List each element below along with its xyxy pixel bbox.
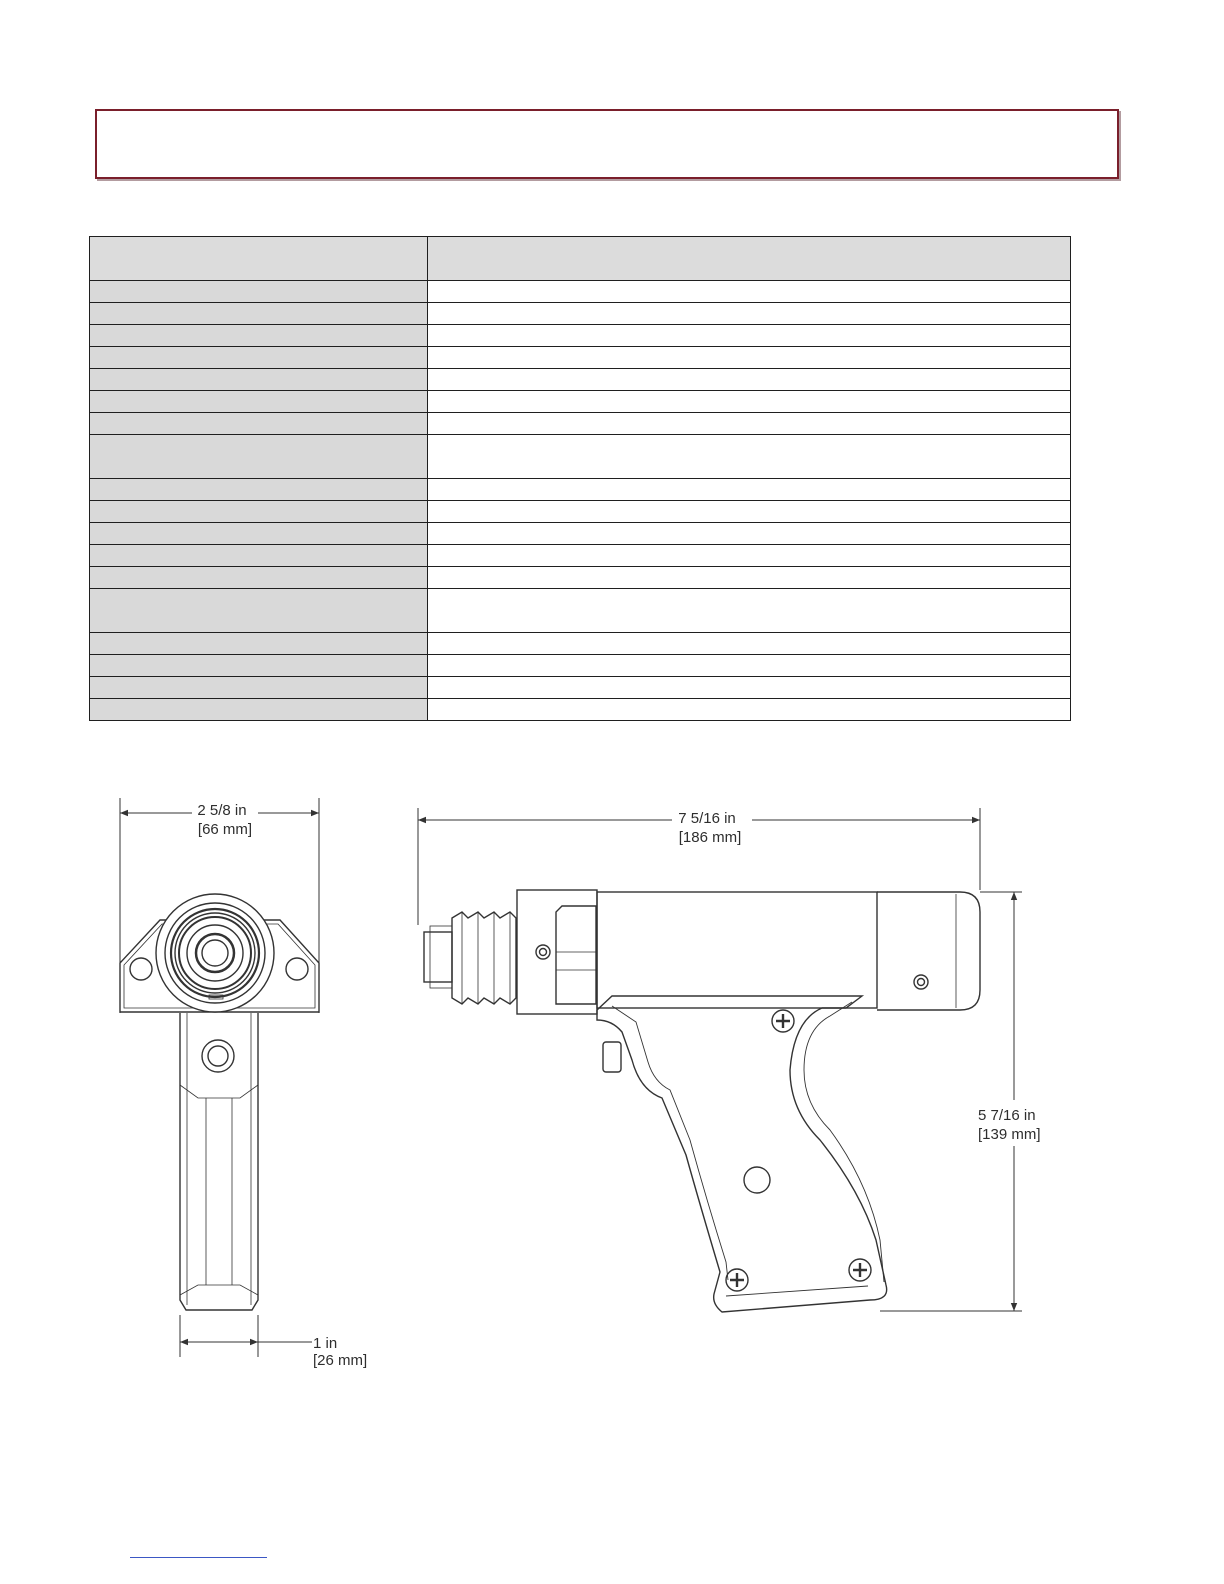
spec-value-cell	[428, 325, 1071, 347]
spec-table-row	[90, 589, 1071, 633]
spec-table-row	[90, 347, 1071, 369]
spec-table-row	[90, 501, 1071, 523]
spec-label-cell	[90, 567, 428, 589]
spec-table-header-label	[90, 237, 428, 281]
spec-table-row	[90, 677, 1071, 699]
spec-table-row	[90, 281, 1071, 303]
spec-value-cell	[428, 281, 1071, 303]
spec-label-cell	[90, 501, 428, 523]
spec-label-cell	[90, 523, 428, 545]
spec-value-cell	[428, 655, 1071, 677]
spec-value-cell	[428, 567, 1071, 589]
spec-value-cell	[428, 435, 1071, 479]
spec-label-cell	[90, 325, 428, 347]
spec-table-row	[90, 655, 1071, 677]
spec-label-cell	[90, 699, 428, 721]
spec-value-cell	[428, 589, 1071, 633]
spec-label-cell	[90, 589, 428, 633]
front-width-mm-label: [66 mm]	[197, 821, 253, 838]
spec-value-cell	[428, 677, 1071, 699]
front-width-in-label: 2 5/8 in	[197, 802, 247, 819]
spec-table-row	[90, 391, 1071, 413]
dimension-drawing	[0, 780, 1224, 1400]
spec-table-header-value	[428, 237, 1071, 281]
spec-label-cell	[90, 369, 428, 391]
length-in-label: 7 5/16 in	[678, 810, 736, 827]
spec-value-cell	[428, 501, 1071, 523]
spec-value-cell	[428, 479, 1071, 501]
spec-value-cell	[428, 391, 1071, 413]
front-view	[120, 798, 319, 1357]
spec-table-row	[90, 413, 1071, 435]
spec-label-cell	[90, 479, 428, 501]
spec-label-cell	[90, 413, 428, 435]
spec-table-row	[90, 325, 1071, 347]
spec-label-cell	[90, 391, 428, 413]
spec-value-cell	[428, 369, 1071, 391]
spec-table-row	[90, 435, 1071, 479]
spec-label-cell	[90, 655, 428, 677]
spec-table-row	[90, 545, 1071, 567]
title-box	[95, 109, 1119, 179]
spec-value-cell	[428, 347, 1071, 369]
spec-label-cell	[90, 677, 428, 699]
height-in-label: 5 7/16 in	[978, 1107, 1036, 1124]
spec-table-row	[90, 303, 1071, 325]
side-view	[418, 808, 1052, 1312]
grip-width-mm-label: [26 mm]	[313, 1352, 368, 1369]
spec-table-row	[90, 479, 1071, 501]
spec-table-row	[90, 699, 1071, 721]
spec-table-header-row	[90, 237, 1071, 281]
spec-table	[89, 236, 1071, 721]
spec-value-cell	[428, 545, 1071, 567]
spec-label-cell	[90, 435, 428, 479]
grip-width-in-label: 1 in	[313, 1335, 338, 1352]
spec-label-cell	[90, 347, 428, 369]
spec-value-cell	[428, 413, 1071, 435]
spec-label-cell	[90, 545, 428, 567]
height-mm-label: [139 mm]	[978, 1126, 1041, 1143]
spec-value-cell	[428, 523, 1071, 545]
spec-label-cell	[90, 303, 428, 325]
spec-table-row	[90, 633, 1071, 655]
spec-table-row	[90, 523, 1071, 545]
spec-value-cell	[428, 303, 1071, 325]
spec-value-cell	[428, 633, 1071, 655]
spec-table-row	[90, 567, 1071, 589]
footer-link-underline[interactable]	[130, 1557, 267, 1558]
spec-label-cell	[90, 281, 428, 303]
spec-table-body	[90, 281, 1071, 721]
length-mm-label: [186 mm]	[678, 829, 742, 846]
spec-value-cell	[428, 699, 1071, 721]
spec-label-cell	[90, 633, 428, 655]
spec-table-row	[90, 369, 1071, 391]
